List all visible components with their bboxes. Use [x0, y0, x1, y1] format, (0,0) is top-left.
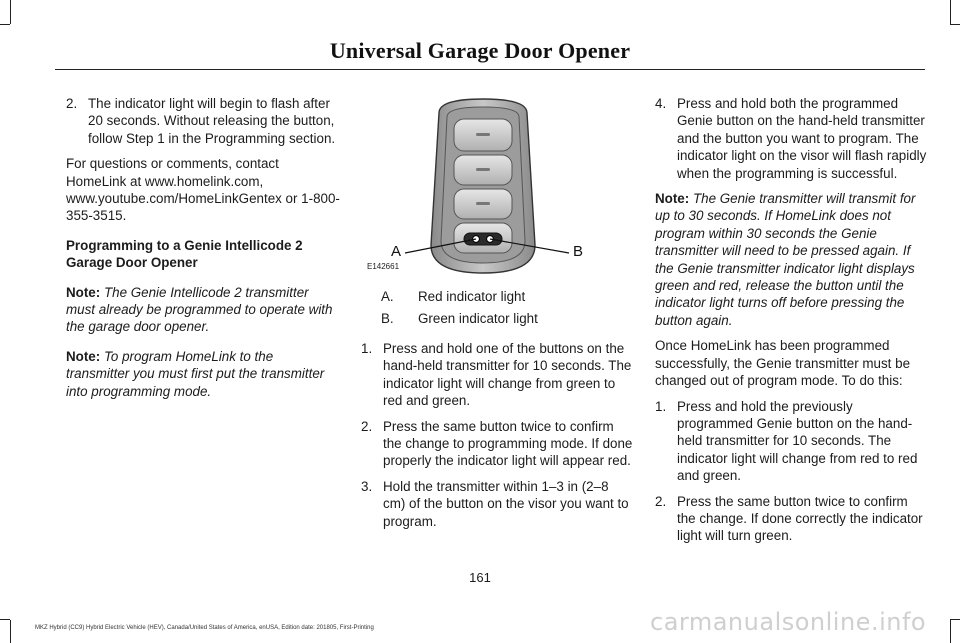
legend-key: A.	[381, 289, 394, 304]
callout-b: B	[573, 243, 584, 260]
figure-code: E142661	[367, 262, 400, 271]
legend-item-a	[361, 288, 633, 310]
callout-a: A	[391, 243, 402, 260]
transmitter-illustration	[361, 95, 633, 280]
contact-paragraph: For questions or comments, contact HomeLink at www.homelink.com, www.youtube.com/HomeLinkGentex or 1-800-355-3515.	[66, 156, 340, 224]
crop-mark	[10, 620, 11, 643]
crop-mark	[10, 0, 11, 24]
crop-mark	[0, 619, 10, 620]
note-label: Note:	[655, 191, 690, 207]
section-heading: Programming to a Genie Intellicode 2 Garage Door Opener	[66, 237, 303, 271]
crop-mark	[950, 620, 951, 643]
crop-mark	[0, 24, 10, 25]
note-text: To program HomeLink to the transmitter you must first put the transmitter into programming mode.	[66, 348, 325, 399]
step-number: 4.	[655, 96, 667, 111]
note-1	[66, 284, 340, 336]
step-4-item	[655, 95, 927, 182]
note-2	[66, 348, 340, 400]
step-text: Press and hold the previously programmed Genie button on the hand-held transmitter for 10 seconds. The indicator light will change from red to red and green.	[677, 398, 918, 484]
note-text: The Genie Intellicode 2 transmitter must already be programmed to operate with the garage door opener.	[66, 284, 333, 335]
legend-item-b	[361, 310, 633, 332]
step-1-item	[361, 340, 633, 410]
note-label: Note:	[66, 284, 101, 300]
step-text: Press the same button twice to confirm the change. If done correctly the indicator light will turn green.	[677, 493, 923, 544]
step-number: 1.	[361, 341, 373, 356]
note-3	[655, 190, 927, 329]
page-title: Universal Garage Door Opener	[329, 38, 631, 63]
note-text: The Genie transmitter will transmit for up to 30 seconds. If HomeLink does not program within 30 seconds the Genie transmitter will need to be pressed again. If the Genie transmitter indicator light displays green and red, release the button until the indicator light turns off before pressing the button again.	[655, 191, 916, 328]
step-number: 2.	[361, 418, 373, 434]
watermark: carmanualsonline.info	[650, 608, 927, 636]
step-number: 3.	[361, 478, 373, 494]
step-text: Press and hold both the programmed Genie button on the hand-held transmitter and the button you want to program. The indicator light on the visor will flash rapidly when the programming is successful.	[677, 96, 927, 181]
step-3-item	[361, 478, 633, 530]
note-label: Note:	[66, 348, 101, 364]
legend-text: Red indicator light	[418, 289, 526, 304]
legend-key: B.	[381, 311, 394, 326]
step-text: Press the same button twice to confirm the change to programming mode. If done properly the indicator light will appear red.	[383, 418, 633, 469]
transmitter-figure	[361, 95, 633, 280]
step-number: 2.	[655, 493, 667, 509]
step-text: Hold the transmitter within 1–3 in (2–8 cm) of the button on the visor you want to program.	[383, 478, 629, 529]
header-divider	[55, 69, 925, 70]
crop-mark	[950, 24, 960, 25]
step-2-item	[361, 418, 633, 470]
step-text: The indicator light will begin to flash after 20 seconds. Without releasing the button, follow Step 1 in the Programming section.	[88, 96, 336, 146]
crop-mark	[950, 619, 960, 620]
right-column	[655, 95, 927, 553]
legend-text: Green indicator light	[418, 311, 538, 326]
step-number: 2.	[66, 96, 78, 111]
step-number: 1.	[655, 398, 667, 414]
crop-mark	[950, 0, 951, 24]
left-column	[66, 95, 340, 408]
exit-step-1-item	[655, 398, 927, 485]
footer-edition-text: MKZ Hybrid (CC9) Hybrid Electric Vehicle (HEV), Canada/United States of America, enUSA, Edition date: 201805, First-Printing	[35, 625, 374, 631]
exit-program-paragraph: Once HomeLink has been programmed successfully, the Genie transmitter must be changed out of program mode. To do this:	[655, 338, 911, 389]
step-text: Press and hold one of the buttons on the hand-held transmitter for 10 seconds. The indicator light will change from green to red and green.	[383, 341, 632, 409]
step-2-item	[66, 95, 340, 147]
middle-column	[361, 288, 633, 538]
page-number: 161	[469, 570, 491, 585]
exit-step-2-item	[655, 493, 927, 545]
